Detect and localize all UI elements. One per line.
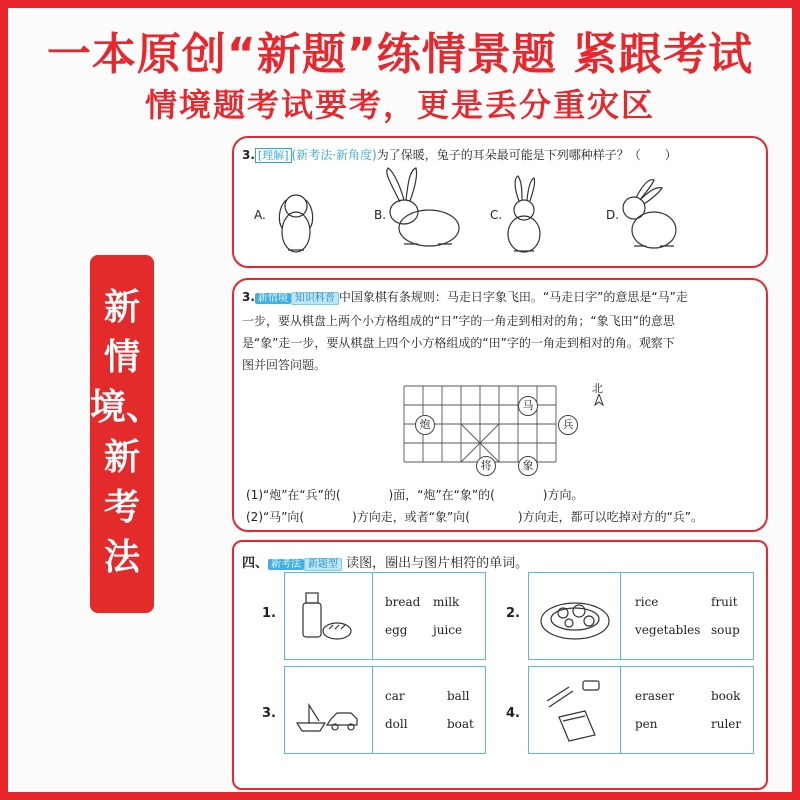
word-option[interactable]: ball [447, 689, 470, 703]
question-line [242, 552, 528, 571]
boat-car-icon [285, 667, 373, 753]
question-number: 3. [242, 290, 255, 304]
tag-new-angle: (新考法·新角度) [291, 148, 377, 162]
question-number: 四、 [242, 556, 269, 571]
word-option[interactable]: eraser [635, 689, 674, 703]
item-number: 1. [262, 606, 276, 621]
sidebar-char: 境 [90, 387, 127, 428]
word-option[interactable]: bread [385, 595, 421, 609]
question-text: 为了保暖，兔子的耳朵最可能是下列哪种样子？（ ） [376, 148, 677, 162]
word-option[interactable]: book [711, 689, 741, 703]
word-option[interactable]: car [385, 689, 405, 703]
question-number: 3. [242, 148, 255, 162]
word-option[interactable]: boat [447, 717, 474, 731]
word-option[interactable]: milk [433, 595, 460, 609]
picture-box-3 [284, 666, 374, 754]
stationery-icon [529, 667, 621, 753]
tag-knowledge: 知识科普 [291, 292, 339, 305]
sidebar-text [90, 283, 163, 583]
item-number: 2. [506, 606, 520, 621]
question-card-chess [232, 278, 768, 532]
sidebar-char: 情 [103, 337, 140, 378]
paragraph-line: 图并回答问题。 [242, 358, 327, 372]
question-card-rabbit [232, 136, 768, 268]
sidebar-banner [90, 255, 163, 613]
word-option[interactable]: juice [433, 623, 463, 637]
sidebar-char: 、 [126, 387, 163, 428]
tag-new-method: 新考法 [268, 559, 304, 570]
rabbit-illustrations [234, 138, 766, 266]
question-paragraph [242, 286, 758, 376]
sidebar-char: 考 [103, 487, 140, 528]
option-d[interactable]: D. [606, 208, 620, 222]
sidebar-char: 法 [103, 537, 140, 578]
word-option[interactable]: doll [385, 717, 408, 731]
subheadline: 情境题考试要考，更是丢分重灾区 [144, 86, 655, 124]
milk-bread-icon [285, 573, 373, 659]
item-number: 3. [262, 706, 276, 721]
tag-new-type: 新题型 [304, 558, 342, 571]
rabbit-c-icon [508, 176, 540, 252]
question-text: 读图，圈出与图片相符的单词。 [346, 556, 529, 571]
picture-box-2 [528, 572, 622, 660]
chess-piece-pao: 炮 [415, 415, 435, 435]
word-option[interactable]: vegetables [635, 623, 701, 637]
option-a[interactable]: A. [254, 208, 266, 222]
sub-question-1: (1)“炮”在“兵”的( )面，“炮”在“象”的( )方向。 [246, 488, 584, 502]
rabbit-a-icon [279, 195, 312, 252]
chess-piece-bing: 兵 [558, 415, 578, 435]
word-option[interactable]: ruler [711, 717, 742, 731]
chess-piece-jiang: 将 [476, 456, 496, 476]
chess-piece-ma: 马 [518, 396, 538, 416]
sidebar-char: 新 [103, 437, 140, 478]
tag-understand: [理解] [255, 148, 292, 163]
picture-box-1 [284, 572, 374, 660]
word-option[interactable]: egg [385, 623, 408, 637]
north-arrow-icon [594, 394, 604, 406]
word-box-2 [620, 572, 754, 660]
tag-new-context: 新情境 [255, 293, 291, 304]
option-b[interactable]: B. [374, 208, 387, 222]
chess-piece-xiang: 象 [518, 456, 538, 476]
word-option[interactable]: soup [711, 623, 740, 637]
headline: 一本原创“新题”练情景题 紧跟考试 [46, 29, 754, 80]
food-plate-icon [529, 573, 621, 659]
picture-box-4 [528, 666, 622, 754]
word-box-4 [620, 666, 754, 754]
north-label: 北 [592, 382, 603, 395]
word-box-3 [372, 666, 486, 754]
paragraph-line: 中国象棋有条规则：马走日字象飞田。“马走日字”的意思是“马”走 [338, 290, 688, 304]
word-box-1 [372, 572, 486, 660]
sub-question-2: (2)“马”向( )方向走，或者“象”向( )方向走，都可以吃掉对方的“兵”。 [246, 510, 704, 524]
word-option[interactable]: rice [635, 595, 659, 609]
rabbit-b-icon [387, 168, 459, 246]
sidebar-char: 新 [103, 287, 140, 328]
option-c[interactable]: C. [490, 208, 503, 222]
paragraph-line: 一步，要从棋盘上两个小方格组成的“日”字的一角走到相对的角；“象飞田”的意思 [242, 314, 675, 328]
question-card-words [232, 540, 768, 790]
paragraph-line: 是“象”走一步，要从棋盘上四个小方格组成的“田”字的一角走到相对的角。观察下 [242, 336, 675, 350]
rabbit-d-icon [623, 180, 676, 248]
word-option[interactable]: fruit [711, 595, 738, 609]
item-number: 4. [506, 706, 520, 721]
word-option[interactable]: pen [635, 717, 658, 731]
